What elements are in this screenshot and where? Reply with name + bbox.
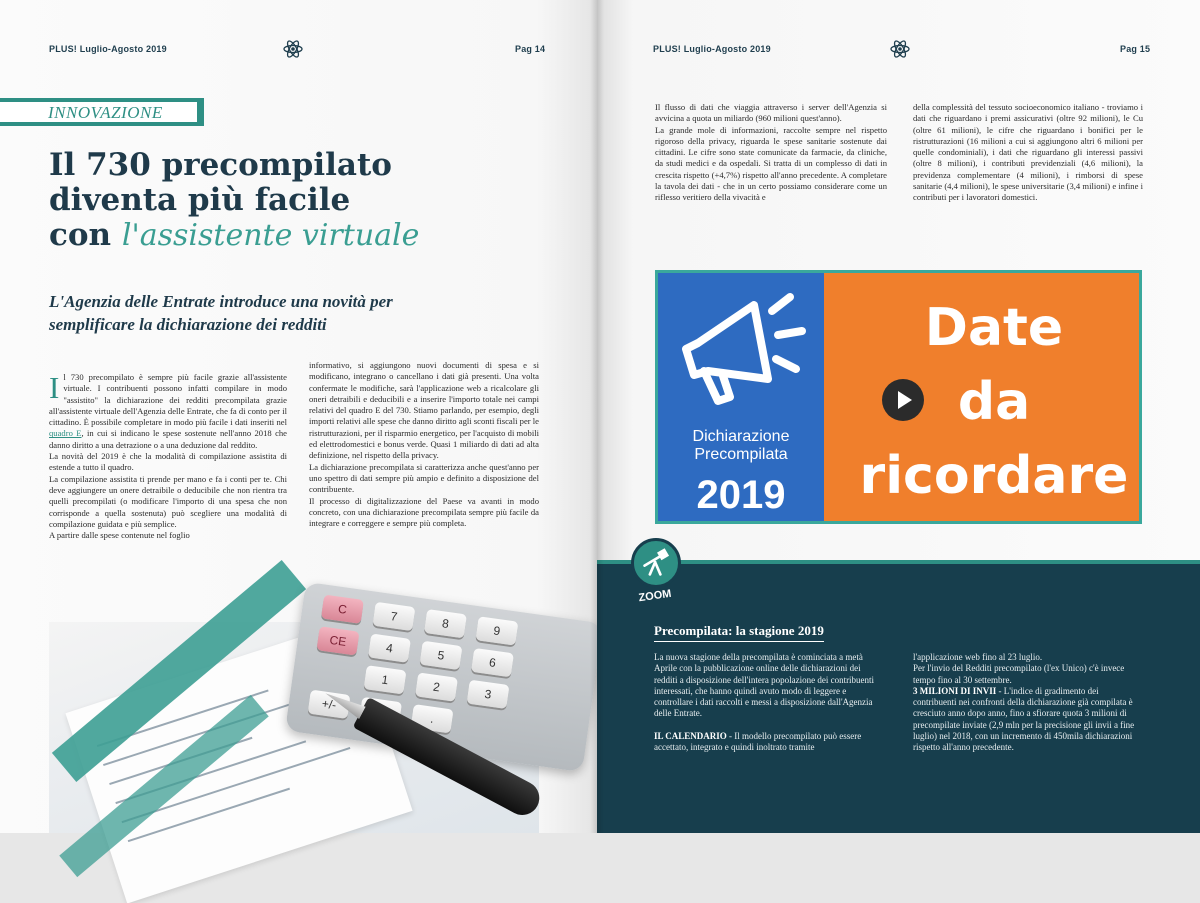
article-column-2 — [309, 360, 539, 529]
calc-key: CE — [317, 626, 360, 655]
zoom-right-para3: - L'indice di gradimento dei contribuenti nei confronti della dichiarazione già compilata è cresciuto anno dopo anno, fino a sfiorare quota 3 milioni di precompilate inviate (2,9 mln per la precisione gli invii a fine luglio) nel 2018, con un incremento di 450mila dichiarazioni rispetto all'anno precedente. — [913, 685, 1135, 753]
calc-key: 8 — [424, 609, 467, 638]
atom-icon — [282, 38, 304, 60]
calculator-photo — [49, 601, 539, 833]
banner-caption-line-1: Dichiarazione — [692, 428, 790, 445]
title-line-3-prefix: con — [49, 217, 122, 253]
video-banner[interactable] — [655, 270, 1142, 524]
col2-para2: La dichiarazione precompilata si caratterizza anche quest'anno per uno spettro di dati sempre più ampio e definito a disposizione del contribuente. — [309, 461, 539, 495]
banner-title-line-2: da — [957, 372, 1031, 432]
invii-heading: 3 MILIONI DI INVII — [913, 685, 997, 696]
zoom-left-para1: La nuova stagione della precompilata è cominciata a metà Aprile con la pubblicazione online delle dichiarazioni dei redditi a disposizione dell'intera popolazione dei contribuenti interessati, che hanno quindi avuto modo di leggere e controllare i dati raccolti e messi a disposizione dall'Agenzia delle Entrate. — [654, 652, 875, 719]
zoom-right-para1: l'applicazione web fino al 23 luglio. — [913, 652, 1043, 662]
col1-para1-b: , in cui si indicano le spese sostenute nell'anno 2018 che danno diritto a una detrazione o a una deduzione dal reddito. — [49, 428, 287, 450]
article-column-3 — [655, 102, 887, 204]
article-column-4 — [913, 102, 1143, 204]
col3-para2: La grande mole di informazioni, raccolte sempre nel rispetto rigoroso della privacy, riguarda le spese sanitarie sostenute dai cittadini. Le cifre sono state comunicate da farmacie, da cliniche, da studi medici e da ospedali. Si tratta di un complesso di dati in crescita rispetto (+4,7%) rispetto all'anno precedente. A completare la tavola dei dati - che in un certo possiamo considerare come un riflesso veritiero della vivacità e — [655, 124, 887, 203]
running-header-right: PLUS! Luglio-Agosto 2019 — [653, 44, 771, 54]
col1-para1-a: l 730 precompilato è sempre più facile grazie all'assistente virtuale. I contribuenti possono infatti compilare in modo "assistito" la dichiarazione dei redditi precompilata grazie all'assistente virtuale dell'Agenzia delle Entrate, che fa di conto per il cittadino. È possibile completare in modo più facile i dati inseriti nel — [49, 372, 287, 428]
atom-icon — [889, 38, 911, 60]
megaphone-icon — [668, 283, 818, 413]
calc-key: C — [321, 595, 364, 624]
col2-para3: Il processo di digitalizzazione del Paese va avanti in modo concreto, con una dichiarazione precompilata sempre più facile da integrare e correggere e sempre più completa. — [309, 495, 539, 529]
zoom-column-right — [913, 652, 1143, 754]
calc-key: . — [411, 704, 454, 733]
section-kicker — [0, 101, 198, 123]
section-label: INNOVAZIONE — [48, 103, 163, 122]
banner-blue-panel — [658, 273, 824, 521]
title-line-3 — [49, 218, 429, 253]
calc-key: 1 — [364, 665, 407, 694]
zoom-title: Precompilata: la stagione 2019 — [654, 623, 824, 642]
telescope-icon — [631, 538, 681, 588]
col1-para3: La compilazione assistita ti prende per mano e fa i conti per te. Chi deve aggiungere un onere detraibile o deducibile che non rientra tra quelli precompilati (o modificare l'importo di una spesa che non corrisponde a quella sostenuta) può scegliere una modalità di compilazione guidata e più semplice. — [49, 473, 287, 529]
running-header-left: PLUS! Luglio-Agosto 2019 — [49, 44, 167, 54]
calc-key: 6 — [471, 648, 514, 677]
calc-key: 2 — [415, 672, 458, 701]
zoom-left-para2: - Il modello precompilato può essere accettato, integrato e quindi inoltrato tramite — [654, 730, 862, 753]
banner-title-line-3: ricordare — [859, 446, 1129, 506]
col2-para1: informativo, si aggiungono nuovi documenti di spesa e si modificano, integrano o cancellano i dati già presenti. Una volta confermate le modifiche, sarà l'applicazione web a ricalcolare gli oneri detraibili e deducibili e a inserire l'importo totale nei campi relativi del quadro E del 730. Stiamo parlando, per esempio, degli importi relativi alle spese che danno diritto agli sconti fiscali per le ristrutturazioni, per il risparmio energetico, per l'acquisto di mobili ed elettrodomestici e bonus verde. Quasi 1 miliardo di dati ad alta definizione, nel rispetto della privacy. — [309, 360, 539, 461]
col3-para1: Il flusso di dati che viaggia attraverso i server dell'Agenzia si avvicina a quota un miliardo (960 milioni quest'anno). — [655, 102, 887, 124]
title-line-1: Il 730 precompilato — [49, 147, 392, 183]
banner-title-line-1: Date — [924, 298, 1064, 358]
col4-para1: della complessità del tessuto socioeconomico italiano - troviamo i dati che riguardano i premi assicurativi (oltre 92 milioni), le Cu (oltre 61 milioni), le cifre che riguardano i bonifici per le ristrutturazioni (16 milioni a cui si aggiungono altri 6 milioni per quelle condominiali), i dati che riguardano gli interessi passivi (oltre 8 milioni), i contributi previdenziali (4,6 milioni), la previdenza complementare (4 milioni), i rimborsi di spese sanitarie (4,4 milioni), le spese universitarie (3,4 milioni) e infine i contributi per i lavoratori domestici. — [913, 102, 1143, 203]
banner-year: 2019 — [696, 473, 786, 517]
zoom-column-left — [654, 652, 886, 753]
title-script: l'assistente virtuale — [121, 218, 420, 253]
zoom-right-para2: Per l'invio del Redditi precompilato (l'ex Unico) c'è invece tempo fino al 30 settembre. — [913, 663, 1125, 685]
calendar-heading: IL CALENDARIO — [654, 730, 727, 741]
banner-caption — [658, 428, 824, 464]
calc-key: 4 — [368, 633, 411, 662]
quadro-e-link[interactable]: quadro E — [49, 428, 82, 439]
page-number-right: Pag 15 — [1120, 44, 1151, 54]
article-column-1 — [49, 372, 287, 541]
zoom-divider — [597, 560, 1200, 564]
title-line-2: diventa più facile — [49, 182, 351, 218]
calc-key: 5 — [420, 641, 463, 670]
calc-key: +/- — [308, 690, 351, 719]
article-subtitle: L'Agenzia delle Entrate introduce una novità per semplificare la dichiarazione dei redditi — [49, 292, 393, 334]
banner-caption-line-2: Precompilata — [694, 446, 788, 463]
drop-cap: I — [49, 370, 60, 405]
page-number-left: Pag 14 — [515, 44, 546, 54]
article-title — [49, 148, 429, 253]
zoom-label: ZOOM — [637, 587, 673, 605]
col1-para4: A partire dalle spese contenute nel foglio — [49, 530, 190, 541]
calc-key: 9 — [475, 616, 518, 645]
right-page — [597, 0, 1200, 833]
play-icon[interactable] — [882, 379, 924, 421]
calc-key: 3 — [467, 680, 510, 709]
calc-key: 7 — [372, 602, 415, 631]
book-gutter — [590, 0, 604, 833]
col1-para2: La novità del 2019 è che la modalità di compilazione assistita di estende a tutto il quadro. — [49, 451, 287, 473]
left-page — [0, 0, 597, 833]
